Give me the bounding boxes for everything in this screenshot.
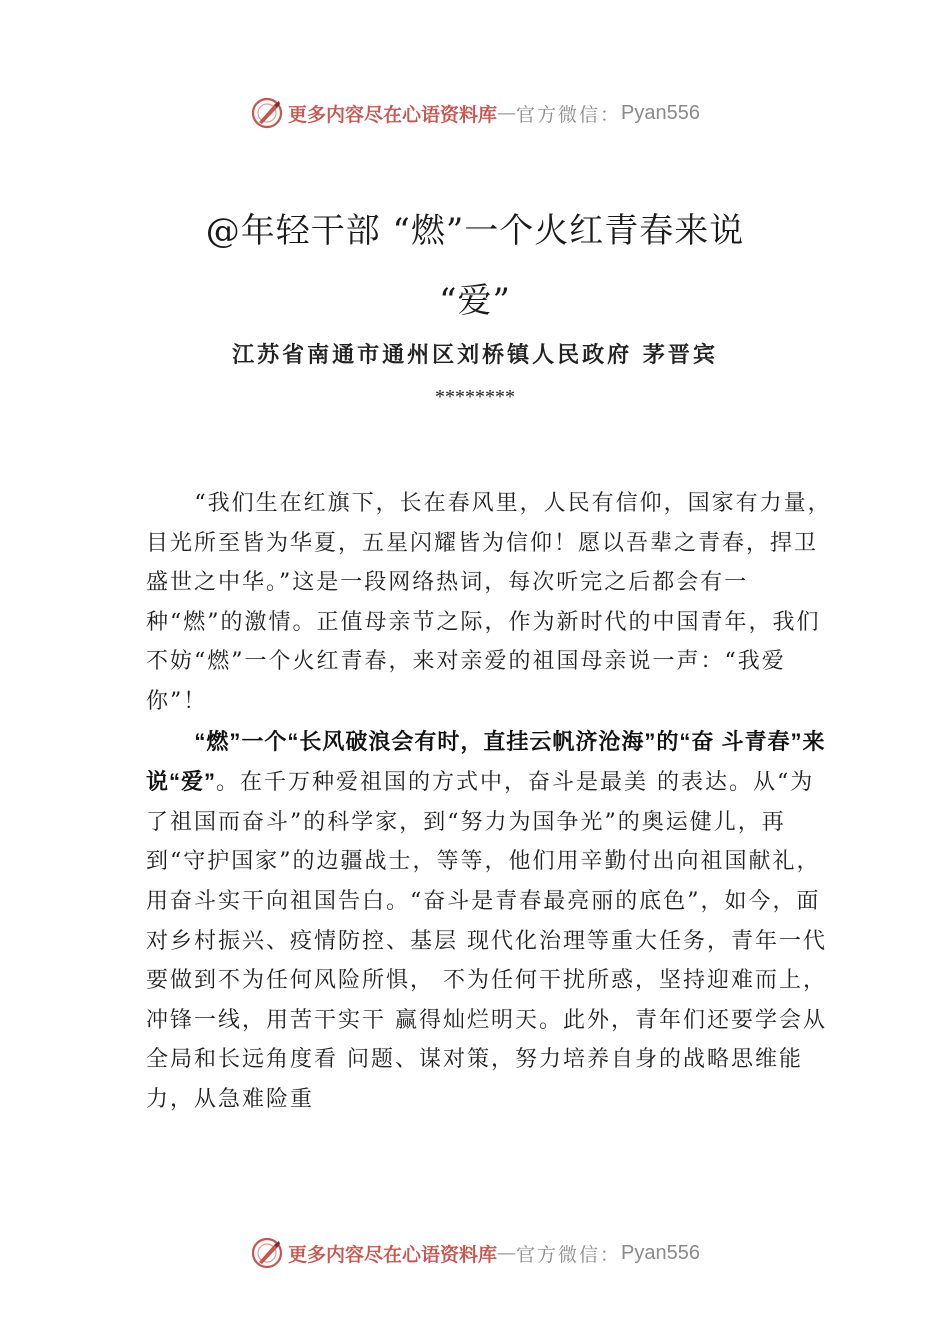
paragraph-2-heading: “燃”一个“长风破浪会有时，直挂云帆济沧海”的“奋 斗青春”来说“爱” (146, 728, 826, 795)
watermark-wechat-label: 官方微信： (516, 103, 622, 126)
watermark-wechat-label: 官方微信： (516, 1243, 622, 1266)
article-title-line1: @年轻干部 “燃”一个火红青春来说 (205, 211, 745, 251)
article-author: 江苏省南通市通州区刘桥镇人民政府 茅晋宾 (232, 342, 718, 368)
article-separator: ******** (435, 386, 515, 408)
header-watermark (0, 93, 950, 133)
watermark-wechat-id: Pyan556 (621, 101, 700, 124)
footer-watermark (0, 1233, 950, 1273)
article-paragraph-1: “我们生在红旗下，长在春风里，人民有信仰，国家有力量，目光所至皆为华夏，五星闪耀皆为信仰！愿以吾辈之青春，捍卫盛世之中华。”这是一段网络热词，每次听完之后都会有一种“燃”的激情。正值母亲节之际，作为新时代的中国青年，我们不妨“燃”一个火红青春，来对亲爱的祖国母亲说一声：“我爱你”！ (146, 491, 832, 714)
article-paragraph-2 (146, 722, 836, 1120)
watermark-brand-text: 更多内容尽在心语资料库 (288, 103, 498, 126)
pen-nib-circle-icon (250, 96, 284, 130)
watermark-dash: — (497, 102, 517, 124)
watermark-dash: — (497, 1242, 517, 1264)
watermark-wechat-id: Pyan556 (621, 1241, 700, 1264)
watermark-brand-text: 更多内容尽在心语资料库 (288, 1243, 498, 1266)
paragraph-2-body: 。在千万种爱祖国的方式中，奋斗是最美 的表达。从“为了祖国而奋斗”的科学家，到“努力为国争光”的奥运健儿，再到“守护国家”的边疆战士，等等，他们用辛勤付出向祖国献礼，用奋斗实干向祖国告白。“奋斗是青春最亮丽的底色”，如今，面对乡村振兴、疫情防控、基层 现代化治理等重大任务，青年一代要做到不为任何风险所惧， 不为任何干扰所惑，坚持迎难而上，冲锋一线，用苦干实干 赢得灿烂明天。此外，青年们还要学会从全局和长远角度看 问题、谋对策，努力培养自身的战略思维能力，从急难险重 (146, 770, 827, 1112)
article-body (146, 484, 836, 1120)
article-title-line2: “爱” (439, 281, 511, 321)
pen-nib-circle-icon (250, 1236, 284, 1270)
